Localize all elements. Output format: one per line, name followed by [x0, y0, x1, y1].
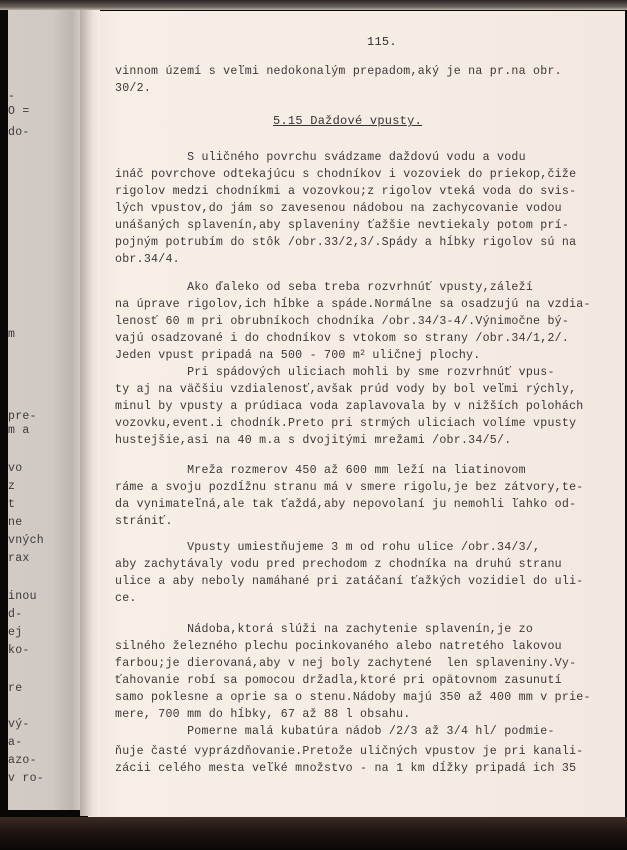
text-line: ináč povrchove odtekajúcu s chodníkov i vozoviek do priekop,čiže — [115, 168, 577, 181]
left-fragment: re — [8, 682, 23, 695]
text-line: hustejšie,asi na 40 m.a s dvojitými mrežami /obr.34/5/. — [115, 434, 512, 447]
text-line-end: uličnej plochy. — [365, 349, 481, 362]
text-line: strániť. — [115, 515, 173, 528]
left-fragment: O = — [8, 105, 30, 118]
text-line: Pri spádových uliciach mohli by sme rozvrhnúť vpus- — [115, 366, 555, 379]
text-line: mere, 700 mm do hĺbky, 67 až 88 l obsahu. — [115, 708, 411, 721]
left-fragment: a- — [8, 736, 23, 749]
text-line: da vynimateľná,ale tak ťaždá,aby nepovolaní ju nemohli ľahko od- — [115, 498, 577, 511]
text-line: 30/2. — [115, 82, 152, 95]
text-line: farbou;je dierovaná,aby v nej boly zachytené len splaveniny.Vy- — [115, 657, 577, 670]
text-line: obr.34/4. — [115, 253, 180, 266]
book-gutter — [80, 10, 100, 816]
text-line: lých vpustov,do jám so zavesenou nádobou na zachycovanie vodou — [115, 202, 562, 215]
text-line: Ako ďaleko od seba treba rozvrhnúť vpusty,záleží — [115, 281, 534, 294]
left-fragment: z — [8, 480, 16, 493]
text-line: ráme a svoju pozdĺžnu stranu má v smere rigolu,je bez zátvory,te- — [115, 481, 584, 494]
left-fragment: ko- — [8, 644, 30, 657]
text-line: ce. — [115, 592, 137, 605]
text-line: zácii celého mesta veľké množstvo - na 1 km dĺžky pripadá ich 35 — [115, 762, 577, 775]
text-line: unášaných splavenín,aby splaveniny ťažšie nevtiekaly potom prí- — [115, 219, 570, 232]
text-line: vinnom území s veľmi nedokonalým prepadom,aký je na pr.na obr. — [115, 65, 562, 78]
text-line: Vpusty umiestňujeme 3 m od rohu ulice /obr.34/3/, — [115, 541, 541, 554]
text-line: na úprave rigolov,ich hĺbke a spáde.Normálne sa osadzujú na vzdia- — [115, 298, 591, 311]
text-line: lenosť 60 m pri obrubníkoch chodníka /obr.34/3-4/.Výnimočne bý- — [115, 315, 570, 328]
text-line: vajú osadzované i do chodníkov s vtokom so strany /obr.34/1,2/. — [115, 332, 570, 345]
text-line-with-superscript — [115, 348, 480, 365]
left-page — [8, 10, 88, 810]
left-fragment: m a — [8, 424, 30, 437]
text-line: S uličného povrchu svádzame daždovú vodu a vodu — [115, 151, 526, 164]
text-line: Nádoba,ktorá slúži na zachytenie splavenín,je zo — [115, 623, 534, 636]
text-line: minul by vpusty a prúdiaca voda zaplavovala by v nižších polohách — [115, 400, 584, 413]
left-fragment: v ro- — [8, 772, 45, 785]
text-line: aby zachytávaly vodu pred prechodom z chodníka na druhú stranu — [115, 558, 562, 571]
text-line: silného železného plechu pocinkovaného alebo natretého lakovou — [115, 640, 562, 653]
left-fragment: ej — [8, 626, 23, 639]
left-fragment: vý- — [8, 718, 30, 731]
left-fragment: vných — [8, 534, 45, 547]
left-fragment: d- — [8, 608, 23, 621]
text-line: samo poklesne a oprie sa o stenu.Nádoby majú 350 až 400 mm v prie- — [115, 691, 591, 704]
text-line: rigolov medzi chodníkmi a vozovkou;z rigolov vteká voda do svis- — [115, 185, 577, 198]
left-fragment: m — [8, 328, 16, 341]
left-fragment: t — [8, 498, 16, 511]
text-line: ty aj na väčšiu vzdialenosť,avšak prúd vody by bol veľmi rýchly, — [115, 383, 577, 396]
left-fragment: do- — [8, 126, 30, 139]
left-fragment: ne — [8, 516, 23, 529]
text-line: pojným potrubím do stôk /obr.33/2,3/.Spády a hĺbky rigolov sú na — [115, 236, 577, 249]
text-line: ulice a aby neboly namáhané pri zatáčaní ťažkých vozidiel do uli- — [115, 575, 584, 588]
superscript: 2 — [360, 349, 366, 358]
text-line: ňuje časté vyprázdňovanie.Pretože uličných vpustov je pri kanali- — [115, 745, 584, 758]
text-line: Pomerne malá kubatúra nádob /2/3 až 3/4 hl/ podmie- — [115, 725, 555, 738]
left-fragment: rax — [8, 552, 30, 565]
page-number: 115. — [367, 35, 397, 49]
book-bottom-edge — [0, 817, 627, 850]
left-fragment: inou — [8, 590, 37, 603]
left-fragment: pre- — [8, 410, 37, 423]
text-line: vozovku,event.i chodník.Preto pri strmých uliciach volíme vpusty — [115, 417, 577, 430]
text-line-start: Jeden vpust pripadá na 500 - 700 m — [115, 349, 361, 362]
text-line: ťahovanie robí sa pomocou držadla,ktoré pri opätovnom zasunutí — [115, 674, 562, 687]
left-fragment: vo — [8, 462, 23, 475]
text-line: Mreža rozmerov 450 až 600 mm leží na liatinovom — [115, 464, 526, 477]
book-top-edge — [0, 0, 627, 10]
section-title: 5.15 Daždové vpusty. — [273, 114, 423, 128]
left-fragment: azo- — [8, 754, 37, 767]
left-fragment: - — [8, 90, 16, 103]
